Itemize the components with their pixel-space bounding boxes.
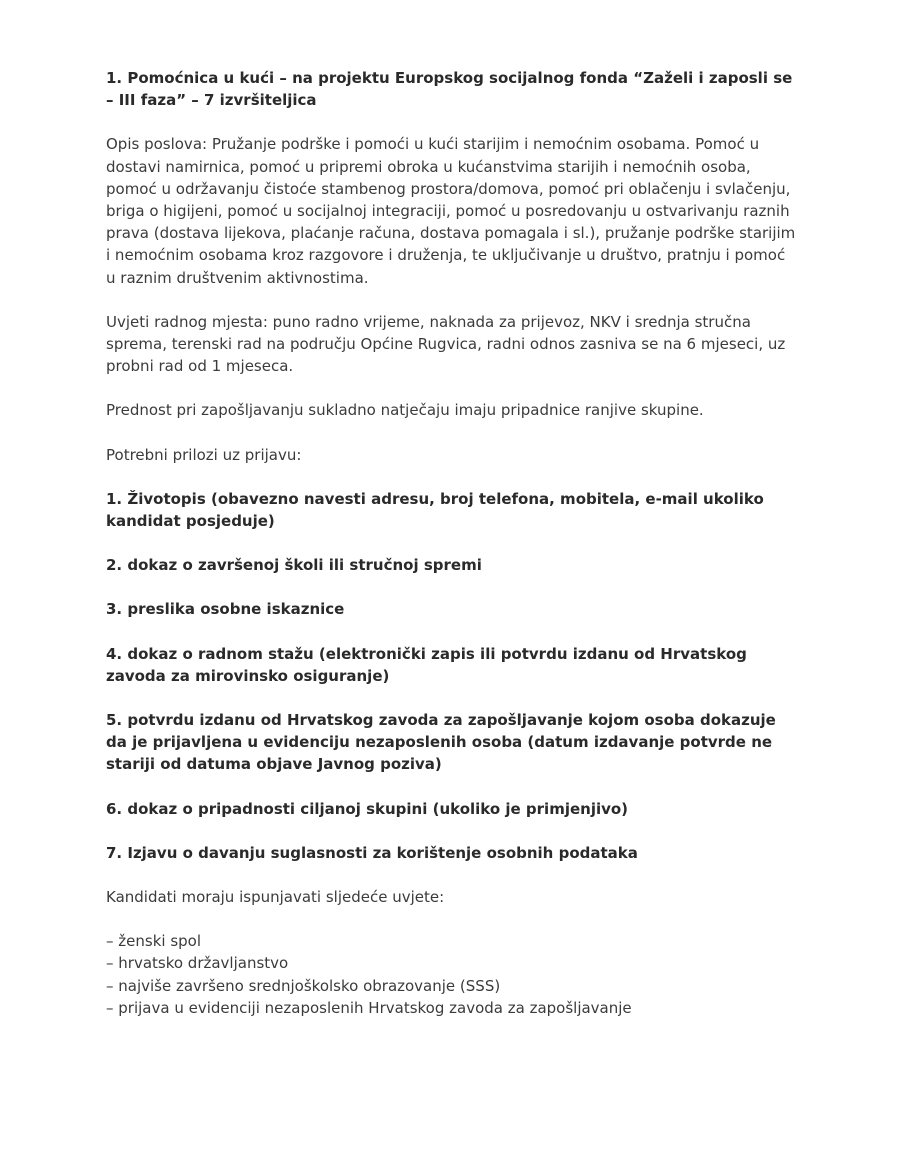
attachments-heading: Potrebni prilozi uz prijavu: bbox=[106, 445, 302, 464]
requirements-list bbox=[106, 930, 796, 1019]
attachment-item: 4. dokaz o radnom stažu (elektronički zapis ili potvrdu izdanu od Hrvatskog zavoda za mirovinsko osiguranje) bbox=[106, 644, 747, 685]
job-description: Opis poslova: Pružanje podrške i pomoći u kući starijim i nemoćnim osobama. Pomoć u dostavi namirnica, pomoć u pripremi obroka u kućanstvima starijih i nemoćnih osoba, pomoć u održavanju čistoće stambenog prostora/domova, pomoć pri oblačenju i svlačenju, briga o higijeni, pomoć u socijalnoj integraciji, pomoć u posredovanju u ostvarivanju raznih prava (dostava lijekova, plaćanje računa, dostava pomagala i sl.), pružanje podrške starijim i nemoćnim osobama kroz razgovore i druženja, te uključivanje u društvo, pratnju i pomoć u raznim društvenim aktivnostima. bbox=[106, 135, 796, 287]
work-conditions: Uvjeti radnog mjesta: puno radno vrijeme, naknada za prijevoz, NKV i srednja stručna sprema, terenski rad na području Općine Rugvica, radni odnos zasniva se na 6 mjeseci, uz probni rad od 1 mjeseca. bbox=[106, 312, 786, 376]
attachment-item: 3. preslika osobne iskaznice bbox=[106, 600, 345, 619]
job-title: 1. Pomoćnica u kući – na projektu Europskog socijalnog fonda “Zaželi i zaposli se – III faza” – 7 izvršiteljica bbox=[106, 69, 793, 110]
requirement-item: – hrvatsko državljanstvo bbox=[106, 954, 289, 973]
attachment-item: 5. potvrdu izdanu od Hrvatskog zavoda za zapošljavanje kojom osoba dokazuje da je prijavljena u evidenciju nezaposlenih osoba (datum izdavanje potvrde ne stariji od datuma objave Javnog poziva) bbox=[106, 711, 776, 774]
requirement-item: – najviše završeno srednjoškolsko obrazovanje (SSS) bbox=[106, 976, 501, 995]
priority-note: Prednost pri zapošljavanju sukladno natječaju imaju pripadnice ranjive skupine. bbox=[106, 401, 704, 420]
attachment-item: 1. Životopis (obavezno navesti adresu, broj telefona, mobitela, e-mail ukoliko kandidat posjeduje) bbox=[106, 489, 764, 531]
requirements-heading: Kandidati moraju ispunjavati sljedeće uvjete: bbox=[106, 888, 445, 907]
document-page bbox=[106, 67, 796, 1019]
attachment-item: 2. dokaz o završenoj školi ili stručnoj spremi bbox=[106, 556, 482, 575]
requirement-item: – ženski spol bbox=[106, 932, 201, 951]
attachment-item: 6. dokaz o pripadnosti ciljanoj skupini (ukoliko je primjenjivo) bbox=[106, 799, 629, 818]
attachment-item: 7. Izjavu o davanju suglasnosti za korištenje osobnih podataka bbox=[106, 843, 638, 862]
requirement-item: – prijava u evidenciji nezaposlenih Hrvatskog zavoda za zapošljavanje bbox=[106, 998, 632, 1017]
